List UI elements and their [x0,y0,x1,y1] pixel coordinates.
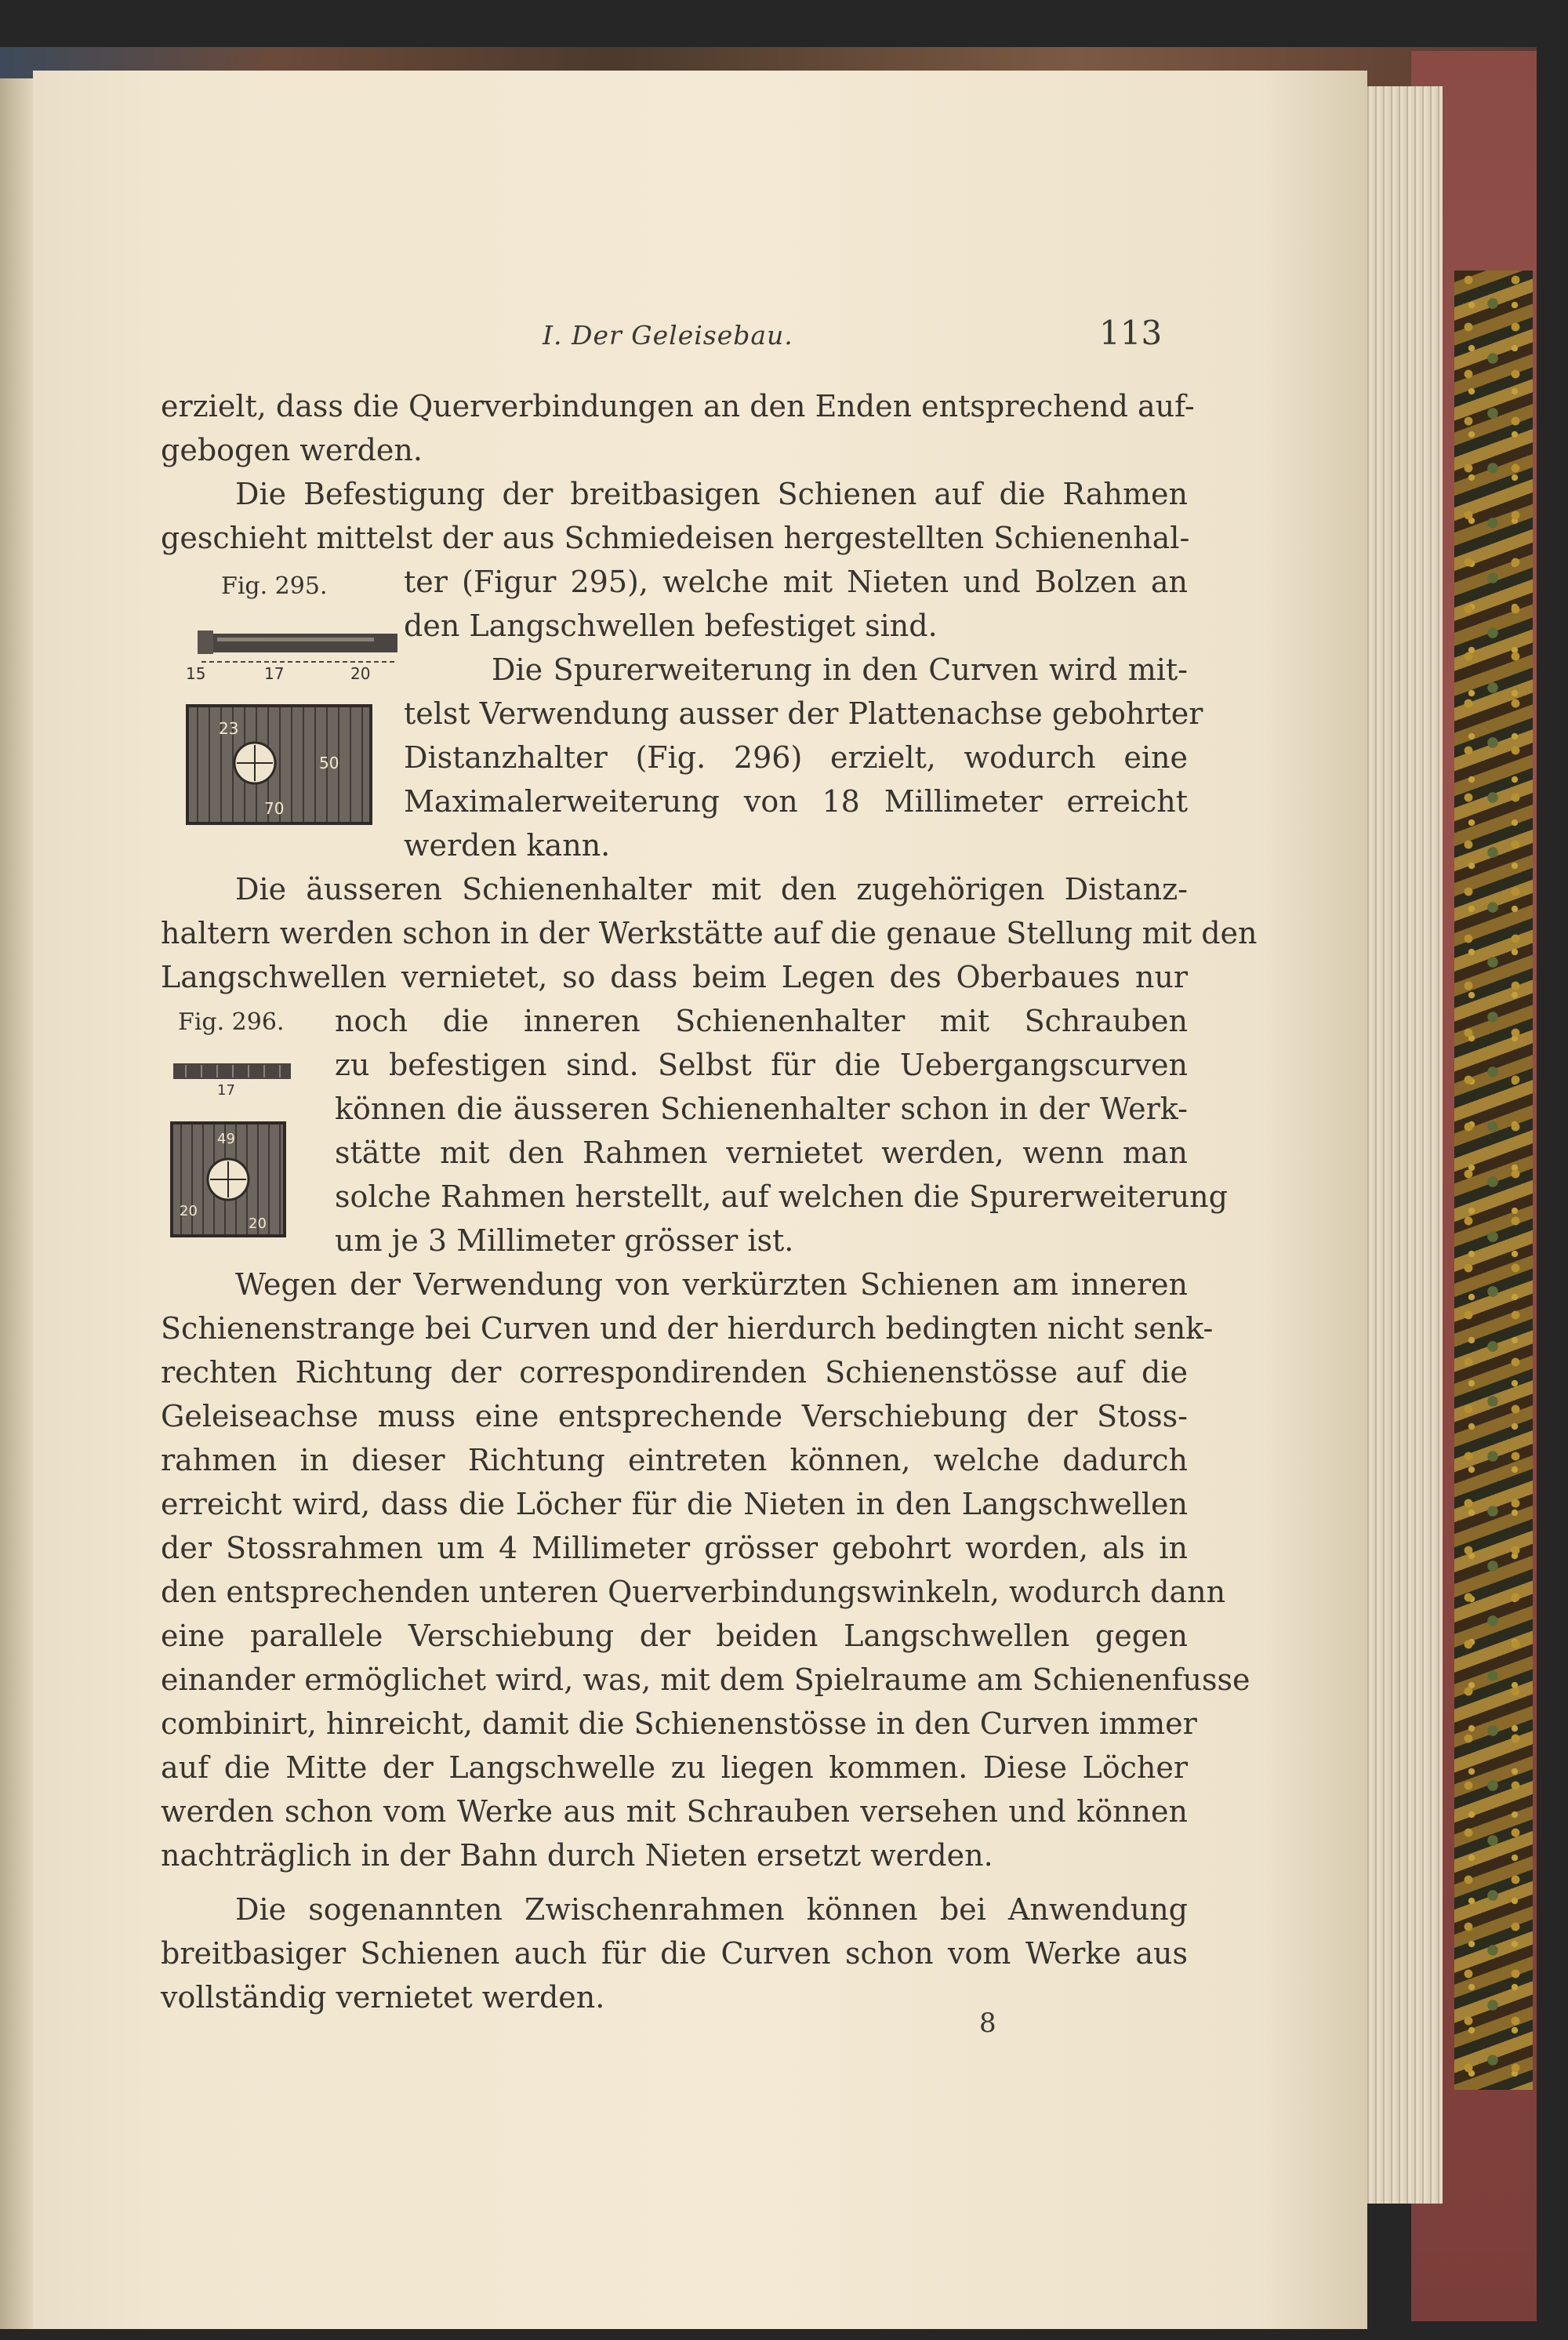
text-line: combinirt, hinreicht, damit die Schienenstösse in den Curven immer [161,1706,1197,1741]
running-head: I. Der Geleisebau. [543,320,793,351]
text-line: noch die inneren Schienenhalter mit Schrauben [335,1004,1188,1038]
text-line: ter (Figur 295), welche mit Nieten und Bolzen an [404,565,1188,599]
dim-label: 49 [217,1131,235,1147]
text-line: auf die Mitte der Langschwelle zu liegen kommen. Diese Löcher [161,1750,1188,1785]
dim-label: 17 [217,1082,235,1099]
figure-296-spacer-side [170,1060,296,1099]
text-line: eine parallele Verschiebung der beiden Langschwellen gegen [161,1619,1188,1653]
text-line: breitbasiger Schienen auch für die Curven schon vom Werke aus [161,1936,1188,1971]
text-line: Die äusseren Schienenhalter mit den zugehörigen Distanz- [235,872,1188,907]
text-line: Wegen der Verwendung von verkürzten Schienen am inneren [235,1267,1188,1302]
dim-label: 15 [186,664,206,683]
text-line: Geleiseachse muss eine entsprechende Verschiebung der Stoss- [161,1399,1188,1433]
figure-295-plate [186,704,374,826]
dim-label: 50 [319,754,339,772]
dim-label: 20 [180,1203,198,1219]
text-line: vollständig vernietet werden. [161,1980,605,2015]
text-line: gebogen werden. [161,433,423,467]
text-line: werden kann. [404,828,611,863]
text-line: Maximalerweiterung von 18 Millimeter erreicht [404,784,1188,819]
text-line: Die Befestigung der breitbasigen Schienen auf die Rahmen [235,477,1188,511]
text-line: Schienenstrange bei Curven und der hierdurch bedingten nicht senk- [161,1311,1214,1346]
dim-label: 70 [264,799,285,818]
marbled-endpaper [1454,271,1533,2090]
figure-296-caption: Fig. 296. [178,1008,285,1036]
text-line: solche Rahmen herstellt, auf welchen die Spurerweiterung [335,1179,1228,1214]
text-line: rechten Richtung der correspondirenden Schienenstösse auf die [161,1355,1188,1390]
text-line: Die sogenannten Zwischenrahmen können bei Anwendung [235,1892,1188,1927]
text-line: werden schon vom Werke aus mit Schrauben versehen und können [161,1794,1188,1829]
text-line: zu befestigen sind. Selbst für die Uebergangscurven [335,1048,1188,1082]
text-line: um je 3 Millimeter grösser ist. [335,1223,794,1258]
text-line: erzielt, dass die Querverbindungen an den Enden entsprechend auf- [161,389,1195,423]
text-line: erreicht wird, dass die Löcher für die Nieten in den Langschwellen [161,1487,1188,1521]
text-line: können die äusseren Schienenhalter schon in der Werk- [335,1092,1188,1126]
text-line: den Langschwellen befestiget sind. [404,609,938,643]
text-line: Die Spurerweiterung in den Curven wird mit- [492,652,1188,687]
text-line: der Stossrahmen um 4 Millimeter grösser gebohrt worden, als in [161,1531,1188,1565]
text-line: geschieht mittelst der aus Schmiedeisen hergestellten Schienenhal- [161,521,1190,555]
text-line: telst Verwendung ausser der Plattenachse gebohrter [404,696,1203,731]
text-line: den entsprechenden unteren Querverbindungswinkeln, wodurch dann [161,1575,1226,1609]
text-line: Langschwellen vernietet, so dass beim Legen des Oberbaues nur [161,960,1188,994]
dim-label: 23 [219,719,239,738]
figure-296-spacer-plate [170,1121,288,1239]
dim-label: 20 [350,664,371,683]
text-line: nachträglich in der Bahn durch Nieten ersetzt werden. [161,1838,993,1873]
text-line: haltern werden schon in der Werkstätte auf die genaue Stellung mit den [161,916,1258,950]
signature-mark: 8 [979,2008,996,2039]
text-line: stätte mit den Rahmen vernietet werden, wenn man [335,1135,1188,1170]
book-page [33,71,1367,2329]
text-line: einander ermöglichet wird, was, mit dem Spielraume am Schienenfusse [161,1662,1250,1697]
dim-label: 17 [264,664,285,683]
text-line: Distanzhalter (Fig. 296) erzielt, wodurch eine [404,740,1188,775]
dim-label: 20 [249,1215,267,1232]
figure-295-rail-holder-side [170,627,437,690]
facing-page-edge [0,78,33,2329]
page-number: 113 [1099,314,1163,352]
text-line: rahmen in dieser Richtung eintreten können, welche dadurch [161,1443,1188,1477]
figure-295-caption: Fig. 295. [221,572,328,600]
